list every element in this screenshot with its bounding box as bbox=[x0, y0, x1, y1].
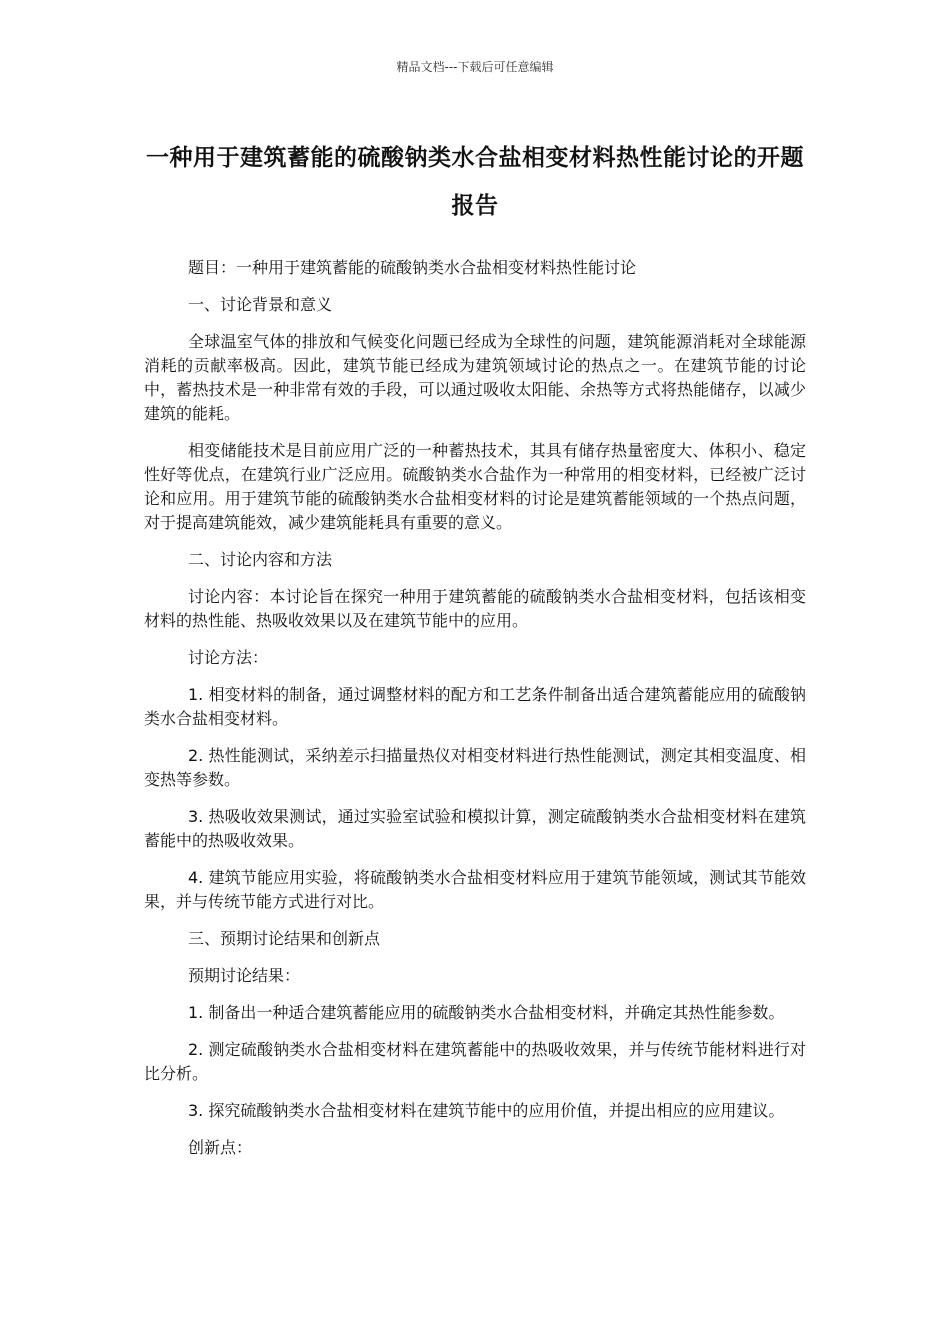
header-note: 精品文档---下载后可任意编辑 bbox=[396, 60, 554, 74]
paragraph-background-2: 相变储能技术是目前应用广泛的一种蓄热技术，其具有储存热量密度大、体积小、稳定性好等优点，在建筑行业广泛应用。硫酸钠类水合盐作为一种常用的相变材料，已经被广泛讨论和应用。用于建筑节能的硫酸钠类水合盐相变材料的讨论是建筑蓄能领域的一个热点问题，对于提高建筑能效，减少建筑能耗具有重要的意义。 bbox=[144, 441, 806, 532]
section-heading-content-method: 二、讨论内容和方法 bbox=[188, 550, 333, 569]
result-item-3: 3. 探究硫酸钠类水合盐相变材料在建筑节能中的应用价值，并提出相应的应用建议。 bbox=[188, 1101, 785, 1120]
results-label: 预期讨论结果： bbox=[188, 966, 301, 985]
method-label: 讨论方法： bbox=[188, 648, 269, 667]
method-item-1: 1. 相变材料的制备，通过调整材料的配方和工艺条件制备出适合建筑蓄能应用的硫酸钠类水合盐相变材料。 bbox=[144, 685, 806, 728]
section-heading-background: 一、讨论背景和意义 bbox=[188, 295, 333, 314]
document-title: 一种用于建筑蓄能的硫酸钠类水合盐相变材料热性能讨论的开题报告 bbox=[146, 145, 804, 219]
topic-line: 题目：一种用于建筑蓄能的硫酸钠类水合盐相变材料热性能讨论 bbox=[188, 258, 637, 277]
section-heading-results: 三、预期讨论结果和创新点 bbox=[188, 929, 381, 948]
method-item-2: 2. 热性能测试，采纳差示扫描量热仪对相变材料进行热性能测试，测定其相变温度、相变热等参数。 bbox=[144, 746, 806, 789]
document-body bbox=[144, 256, 806, 1173]
paragraph-content: 讨论内容：本讨论旨在探究一种用于建筑蓄能的硫酸钠类水合盐相变材料，包括该相变材料的热性能、热吸收效果以及在建筑节能中的应用。 bbox=[144, 587, 806, 630]
result-item-2: 2. 测定硫酸钠类水合盐相变材料在建筑蓄能中的热吸收效果，并与传统节能材料进行对比分析。 bbox=[144, 1040, 806, 1083]
method-item-3: 3. 热吸收效果测试，通过实验室试验和模拟计算，测定硫酸钠类水合盐相变材料在建筑蓄能中的热吸收效果。 bbox=[144, 807, 806, 850]
method-item-4: 4. 建筑节能应用实验，将硫酸钠类水合盐相变材料应用于建筑节能领域，测试其节能效果，并与传统节能方式进行对比。 bbox=[144, 868, 806, 911]
paragraph-background-1: 全球温室气体的排放和气候变化问题已经成为全球性的问题，建筑能源消耗对全球能源消耗的贡献率极高。因此，建筑节能已经成为建筑领域讨论的热点之一。在建筑节能的讨论中，蓄热技术是一种非常有效的手段，可以通过吸收太阳能、余热等方式将热能储存，以减少建筑的能耗。 bbox=[144, 332, 806, 423]
result-item-1: 1. 制备出一种适合建筑蓄能应用的硫酸钠类水合盐相变材料，并确定其热性能参数。 bbox=[188, 1003, 785, 1022]
innovation-label: 创新点： bbox=[188, 1138, 253, 1157]
